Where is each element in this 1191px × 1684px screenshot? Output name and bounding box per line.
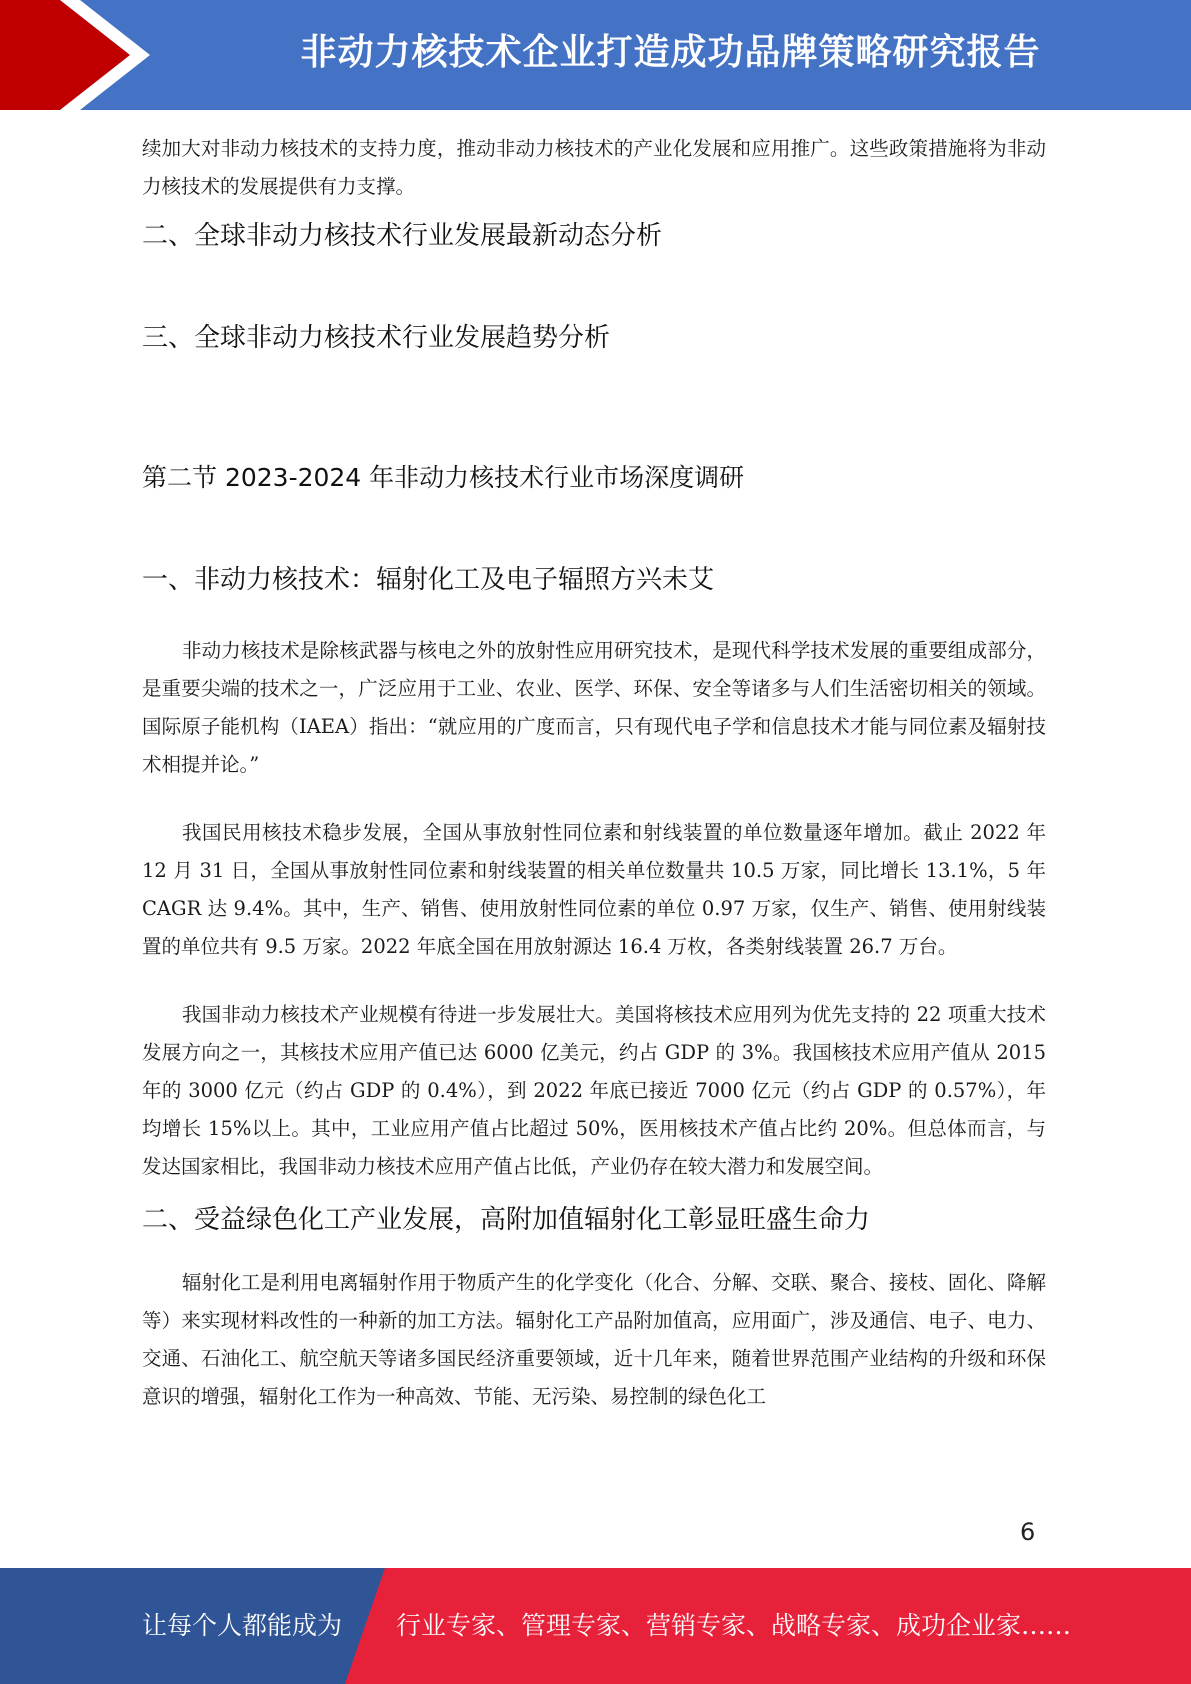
page-footer (0, 1568, 1191, 1684)
heading-radiation-chemistry: 二、受益绿色化工产业发展，高附加值辐射化工彰显旺盛生命力 (142, 1205, 871, 1235)
footer-slogan-right: 行业专家、管理专家、营销专家、战略专家、成功企业家…… (396, 1611, 1072, 1640)
page-content (142, 130, 1046, 1416)
heading-non-power-nuclear: 一、非动力核技术：辐射化工及电子辐照方兴未艾 (142, 565, 715, 595)
heading-global-trend: 三、全球非动力核技术行业发展趋势分析 (142, 323, 611, 353)
heading-global-dynamics: 二、全球非动力核技术行业发展最新动态分析 (142, 221, 663, 251)
report-title: 非动力核技术企业打造成功品牌策略研究报告 (300, 32, 1041, 73)
footer-slogan-left: 让每个人都能成为 (142, 1611, 343, 1640)
paragraph-definition: 非动力核技术是除核武器与核电之外的放射性应用研究技术，是现代科学技术发展的重要组成部分，是重要尖端的技术之一，广泛应用于工业、农业、医学、环保、安全等诸多与人们生活密切相关的领域。国际原子能机构（IAEA）指出：“就应用的广度而言，只有现代电子学和信息技术才能与同位素及辐射技术相提并论。” (142, 639, 1046, 776)
paragraph-industry-scale: 我国非动力核技术产业规模有待进一步发展壮大。美国将核技术应用列为优先支持的 22 项重大技术发展方向之一，其核技术应用产值已达 6000 亿美元，约占 GDP 的 3%。我国核技术应用产值从 2015 年的 3000 亿元（约占 GDP 的 0.4%），到 2022 年底已接近 7000 亿元（约占 GDP 的 0.57%），年均增长 15%以上。其中，工业应用产值占比超过 50%，医用核技术产值占比约 20%。但总体而言，与发达国家相比，我国非动力核技术应用产值占比低，产业仍存在较大潜力和发展空间。 (142, 1003, 1046, 1178)
page-number: 6 (1020, 1518, 1036, 1546)
paragraph-radiation-chemistry: 辐射化工是利用电离辐射作用于物质产生的化学变化（化合、分解、交联、聚合、接枝、固化、降解等）来实现材料改性的一种新的加工方法。辐射化工产品附加值高，应用面广，涉及通信、电子、电力、交通、石油化工、航空航天等诸多国民经济重要领域，近十几年来，随着世界范围产业结构的升级和环保意识的增强，辐射化工作为一种高效、节能、无污染、易控制的绿色化工 (142, 1271, 1046, 1408)
page-header (0, 0, 1191, 110)
paragraph-domestic-development: 我国民用核技术稳步发展，全国从事放射性同位素和射线装置的单位数量逐年增加。截止 2022 年 12 月 31 日，全国从事放射性同位素和射线装置的相关单位数量共 10.5 万家，同比增长 13.1%，5 年 CAGR 达 9.4%。其中，生产、销售、使用放射性同位素的单位 0.97 万家，仅生产、销售、使用射线装置的单位共有 9.5 万家。2022 年底全国在用放射源达 16.4 万枚，各类射线装置 26.7 万台。 (142, 821, 1046, 958)
continuation-paragraph: 续加大对非动力核技术的支持力度，推动非动力核技术的产业化发展和应用推广。这些政策措施将为非动力核技术的发展提供有力支撑。 (142, 137, 1046, 198)
section-title: 第二节 2023-2024 年非动力核技术行业市场深度调研 (142, 463, 745, 492)
